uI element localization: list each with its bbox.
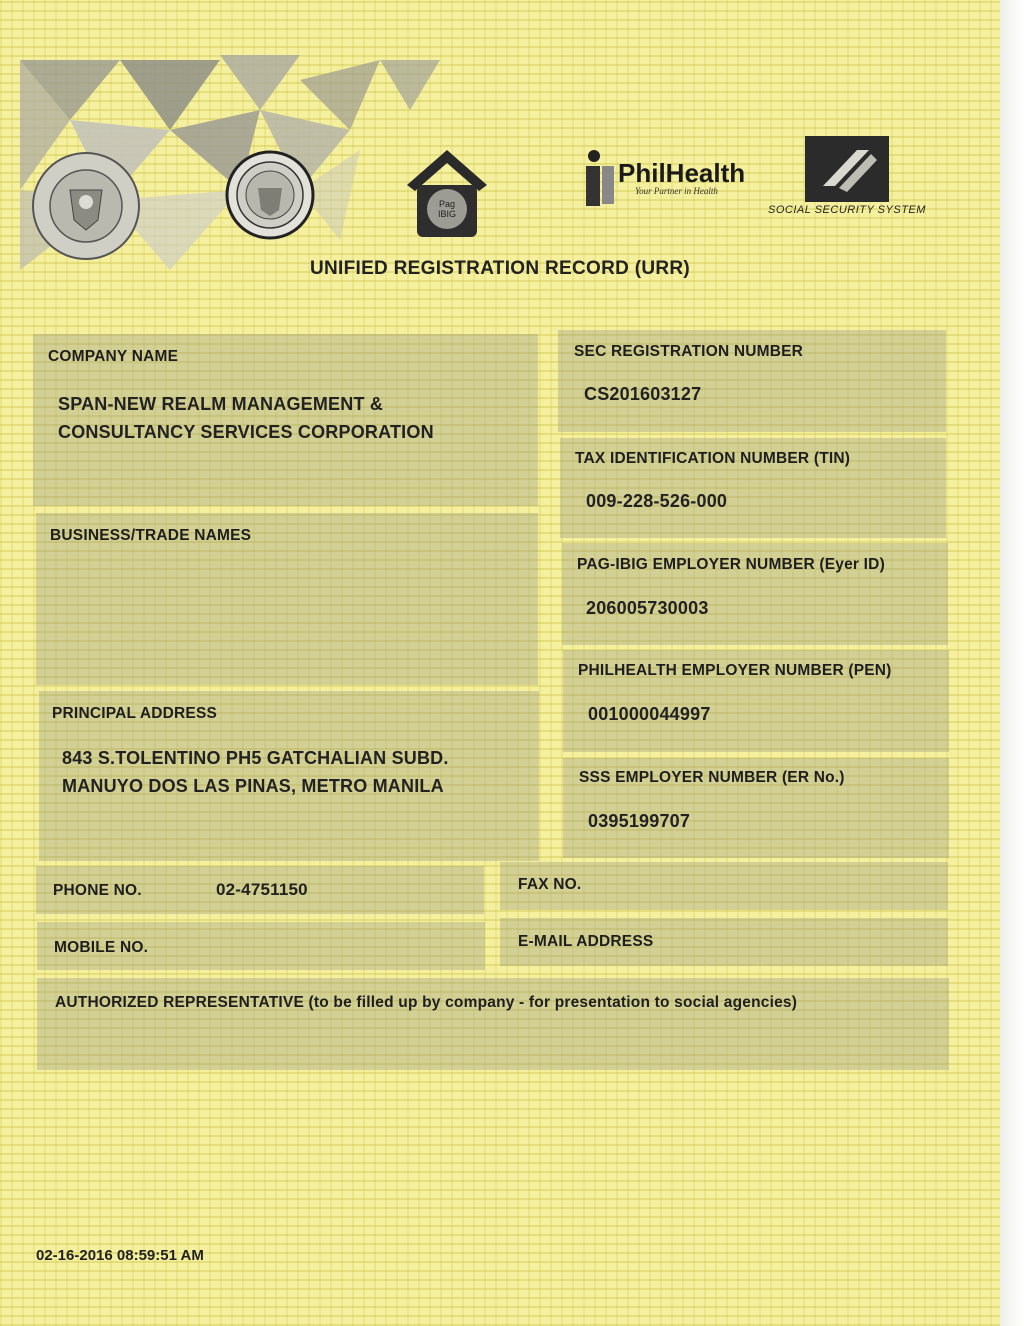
company-name-value	[58, 390, 434, 446]
sss-logo-text: SOCIAL SECURITY SYSTEM	[768, 204, 926, 216]
principal-address-value	[62, 744, 449, 800]
company-name-label: COMPANY NAME	[48, 348, 179, 365]
authorized-rep-label: AUTHORIZED REPRESENTATIVE (to be filled up by company - for presentation to social agencies)	[55, 994, 798, 1011]
page-edge	[1000, 0, 1024, 1326]
svg-text:IBIG: IBIG	[437, 209, 457, 219]
phone-value: 02-4751150	[216, 880, 308, 899]
sec-seal-icon	[30, 150, 142, 262]
sec-registration-value: CS201603127	[584, 384, 702, 404]
tin-label: TAX IDENTIFICATION NUMBER (TIN)	[575, 450, 851, 467]
phone-label: PHONE NO.	[53, 882, 142, 899]
business-trade-names-label: BUSINESS/TRADE NAMES	[50, 527, 252, 544]
sss-logo-icon	[805, 136, 889, 202]
principal-address-line-1: 843 S.TOLENTINO PH5 GATCHALIAN SUBD.	[62, 748, 449, 768]
mobile-label: MOBILE NO.	[54, 939, 149, 956]
principal-address-line-2: MANUYO DOS LAS PINAS, METRO MANILA	[62, 776, 444, 796]
sss-label: SSS EMPLOYER NUMBER (ER No.)	[579, 769, 845, 786]
page-title: UNIFIED REGISTRATION RECORD (URR)	[309, 258, 691, 279]
sss-value: 0395199707	[588, 811, 691, 831]
pagibig-logo-icon	[402, 145, 492, 240]
philhealth-value: 001000044997	[588, 704, 711, 724]
svg-text:Pag: Pag	[438, 199, 456, 209]
sec-registration-label: SEC REGISTRATION NUMBER	[574, 343, 804, 360]
print-timestamp: 02-16-2016 08:59:51 AM	[36, 1247, 204, 1264]
philhealth-logo-text: PhilHealth	[618, 158, 746, 188]
philhealth-label: PHILHEALTH EMPLOYER NUMBER (PEN)	[578, 662, 892, 679]
company-name-line-2: CONSULTANCY SERVICES CORPORATION	[58, 422, 434, 442]
principal-address-label: PRINCIPAL ADDRESS	[52, 705, 218, 722]
tin-value: 009-228-526-000	[586, 491, 728, 511]
philhealth-tagline: Your Partner in Health	[635, 186, 718, 196]
authorized-rep-box	[37, 978, 949, 1070]
email-label: E-MAIL ADDRESS	[518, 933, 654, 950]
pagibig-value: 206005730003	[586, 598, 709, 618]
company-name-line-1: SPAN-NEW REALM MANAGEMENT &	[58, 394, 384, 414]
fax-label: FAX NO.	[518, 876, 582, 893]
pagibig-label: PAG-IBIG EMPLOYER NUMBER (Eyer ID)	[577, 556, 885, 573]
bir-seal-icon	[225, 150, 315, 240]
philhealth-person-icon	[584, 148, 618, 208]
